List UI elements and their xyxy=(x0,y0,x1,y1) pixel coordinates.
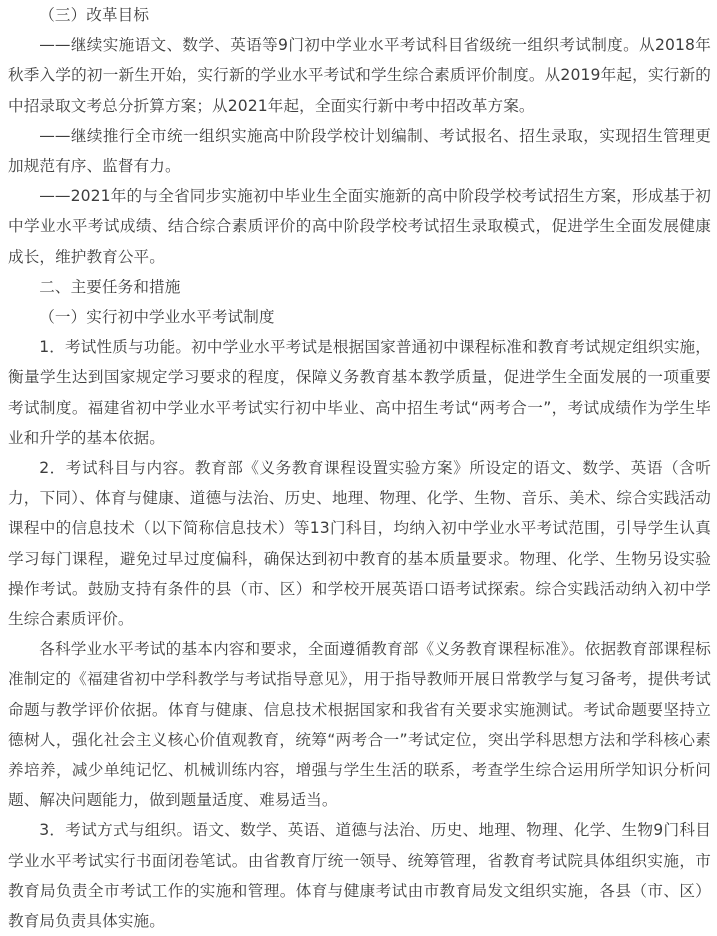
paragraph-goal-3: ——2021年的与全省同步实施初中毕业生全面实施新的高中阶段学校考试招生方案，形成基于初中学业水平考试成绩、结合综合素质评价的高中阶段学校考试招生录取模式，促进学生全面发展健康成长，维护教育公平。 xyxy=(8,187,711,266)
paragraph-goal-2: ——继续推行全市统一组织实施高中阶段学校计划编制、考试报名、招生录取，实现招生管理更加规范有序、监督有力。 xyxy=(8,126,711,176)
paragraph-exam-content: 各科学业水平考试的基本内容和要求，全面遵循教育部《义务教育课程标准》。依据教育部课程标准制定的《福建省初中学科教学与考试指导意见》，用于指导教师开展日常教学与复习备考，提供考试命题与教学评价依据。体育与健康、信息技术根据国家和我省有关要求实施测试。考试命题要坚持立德树人，强化社会主义核心价值观教育，统筹“两考合一”考试定位，突出学科思想方法和学科核心素养培养，减少单纯记忆、机械训练内容，增强与学生生活的联系，考查学生综合运用所学知识分析问题、解决问题能力，做到题量适度、难易适当。 xyxy=(8,640,711,810)
section-heading-reform-goals: （三）改革目标 xyxy=(39,6,150,24)
paragraph-exam-nature: 1．考试性质与功能。初中学业水平考试是根据国家普通初中课程标准和教育考试规定组织实施，衡量学生达到国家规定学习要求的程度，保障义务教育基本教学质量，促进学生全面发展的一项重要考试制度。福建省初中学业水平考试实行初中毕业、高中招生考试“两考合一”，考试成绩作为学生毕业和升学的基本依据。 xyxy=(8,338,711,447)
paragraph-exam-subjects: 2．考试科目与内容。教育部《义务教育课程设置实验方案》所设定的语文、数学、英语（含听力，下同）、体育与健康、道德与法治、历史、地理、物理、化学、生物、音乐、美术、综合实践活动课程中的信息技术（以下简称信息技术）等13门科目，均纳入初中学业水平考试范围，引导学生认真学习每门课程，避免过早过度偏科，确保达到初中教育的基本质量要求。物理、化学、生物另设实验操作考试。鼓励支持有条件的县（市、区）和学校开展英语口语考试探索。综合实践活动纳入初中学生综合素质评价。 xyxy=(8,459,711,629)
section-heading-main-tasks: 二、主要任务和措施 xyxy=(39,277,181,296)
subsection-heading-exam-system: （一）实行初中学业水平考试制度 xyxy=(39,308,275,327)
article-body xyxy=(8,0,711,936)
paragraph-exam-method: 3．考试方式与组织。语文、数学、英语、道德与法治、历史、地理、物理、化学、生物9门科目学业水平考试实行书面闭卷笔试。由省教育厅统一领导、统筹管理，省教育考试院具体组织实施，市教育局负责全市考试工作的实施和管理。体育与健康考试由市教育局发文组织实施，各县（市、区）教育局负责具体实施。 xyxy=(8,821,711,931)
paragraph-goal-1: ——继续实施语文、数学、英语等9门初中学业水平考试科目省级统一组织考试制度。从2018年秋季入学的初一新生开始，实行新的学业水平考试和学生综合素质评价制度。从2019年起，实行新的中招录取文考总分折算方案；从2021年起，全面实行新中考中招改革方案。 xyxy=(8,36,711,115)
